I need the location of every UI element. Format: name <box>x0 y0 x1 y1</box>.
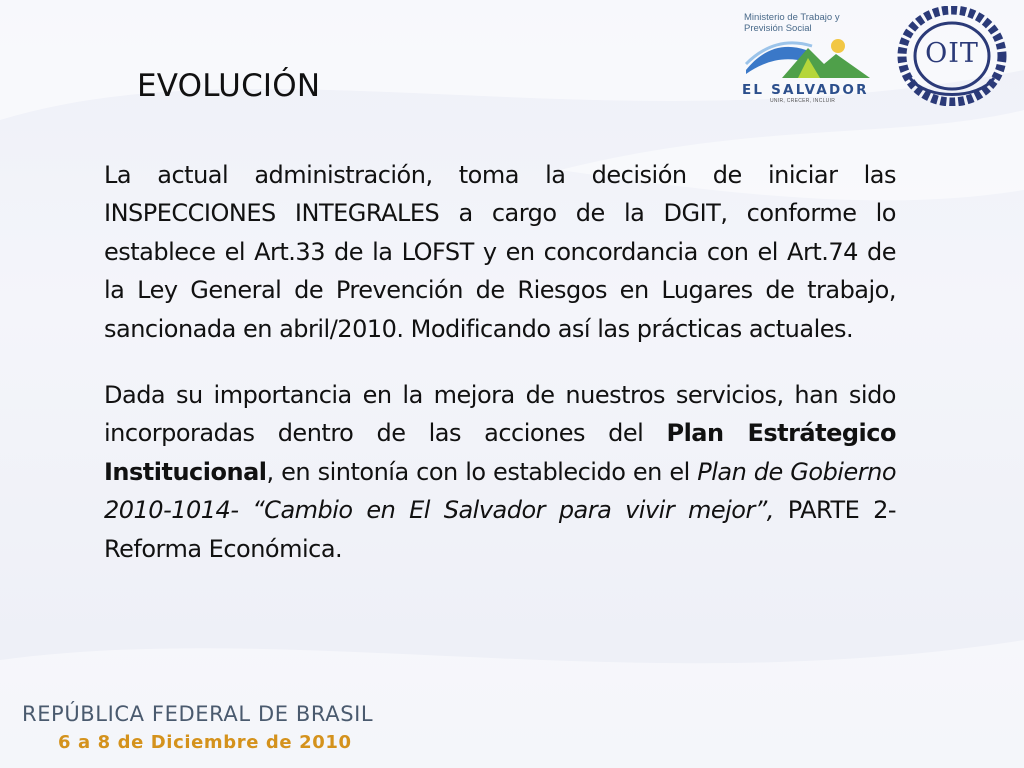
ministry-name: Ministerio de Trabajo y Previsión Social <box>744 12 840 34</box>
paragraph-2-text-a: Dada su importancia en la mejora de nuestros servicios, han sido incorporadas dentro de las acciones del <box>104 381 896 448</box>
paragraph-2 <box>104 376 896 568</box>
oit-seal-text: OIT <box>925 38 979 69</box>
footer-country: REPÚBLICA FEDERAL DE BRASIL <box>22 702 374 726</box>
footer-dates: 6 a 8 de Diciembre de 2010 <box>58 732 352 753</box>
slide-body <box>104 156 896 568</box>
ministry-slogan: UNIR, CRECER, INCLUIR <box>770 98 836 104</box>
plan-gobierno-italic: Plan de Gobierno 2010-1014- “Cambio en El Salvador para vivir mejor”, <box>104 457 897 525</box>
salvador-mountain-icon <box>742 34 870 82</box>
slide-title: EVOLUCIÓN <box>137 68 321 104</box>
plan-estrategico-bold: Plan Estrátegico Institucional <box>104 419 896 486</box>
paragraph-1: La actual administración, toma la decisión de iniciar las INSPECCIONES INTEGRALES a cargo de la DGIT, conforme lo establece el Art.33 de la LOFST y en concordancia con el Art.74 de la Ley General de Prevención de Riesgos en Lugares de trabajo, sancionada en abril/2010. Modificando así las prácticas actuales. <box>104 161 896 343</box>
oit-logo <box>896 6 1008 106</box>
ministry-country: EL SALVADOR <box>742 82 869 98</box>
paragraph-2-text-c: PARTE 2-Reforma Económica. <box>104 496 897 563</box>
paragraph-2-text-b: , en sintonía con lo establecido en el <box>266 457 698 486</box>
ministry-logo <box>740 10 872 106</box>
